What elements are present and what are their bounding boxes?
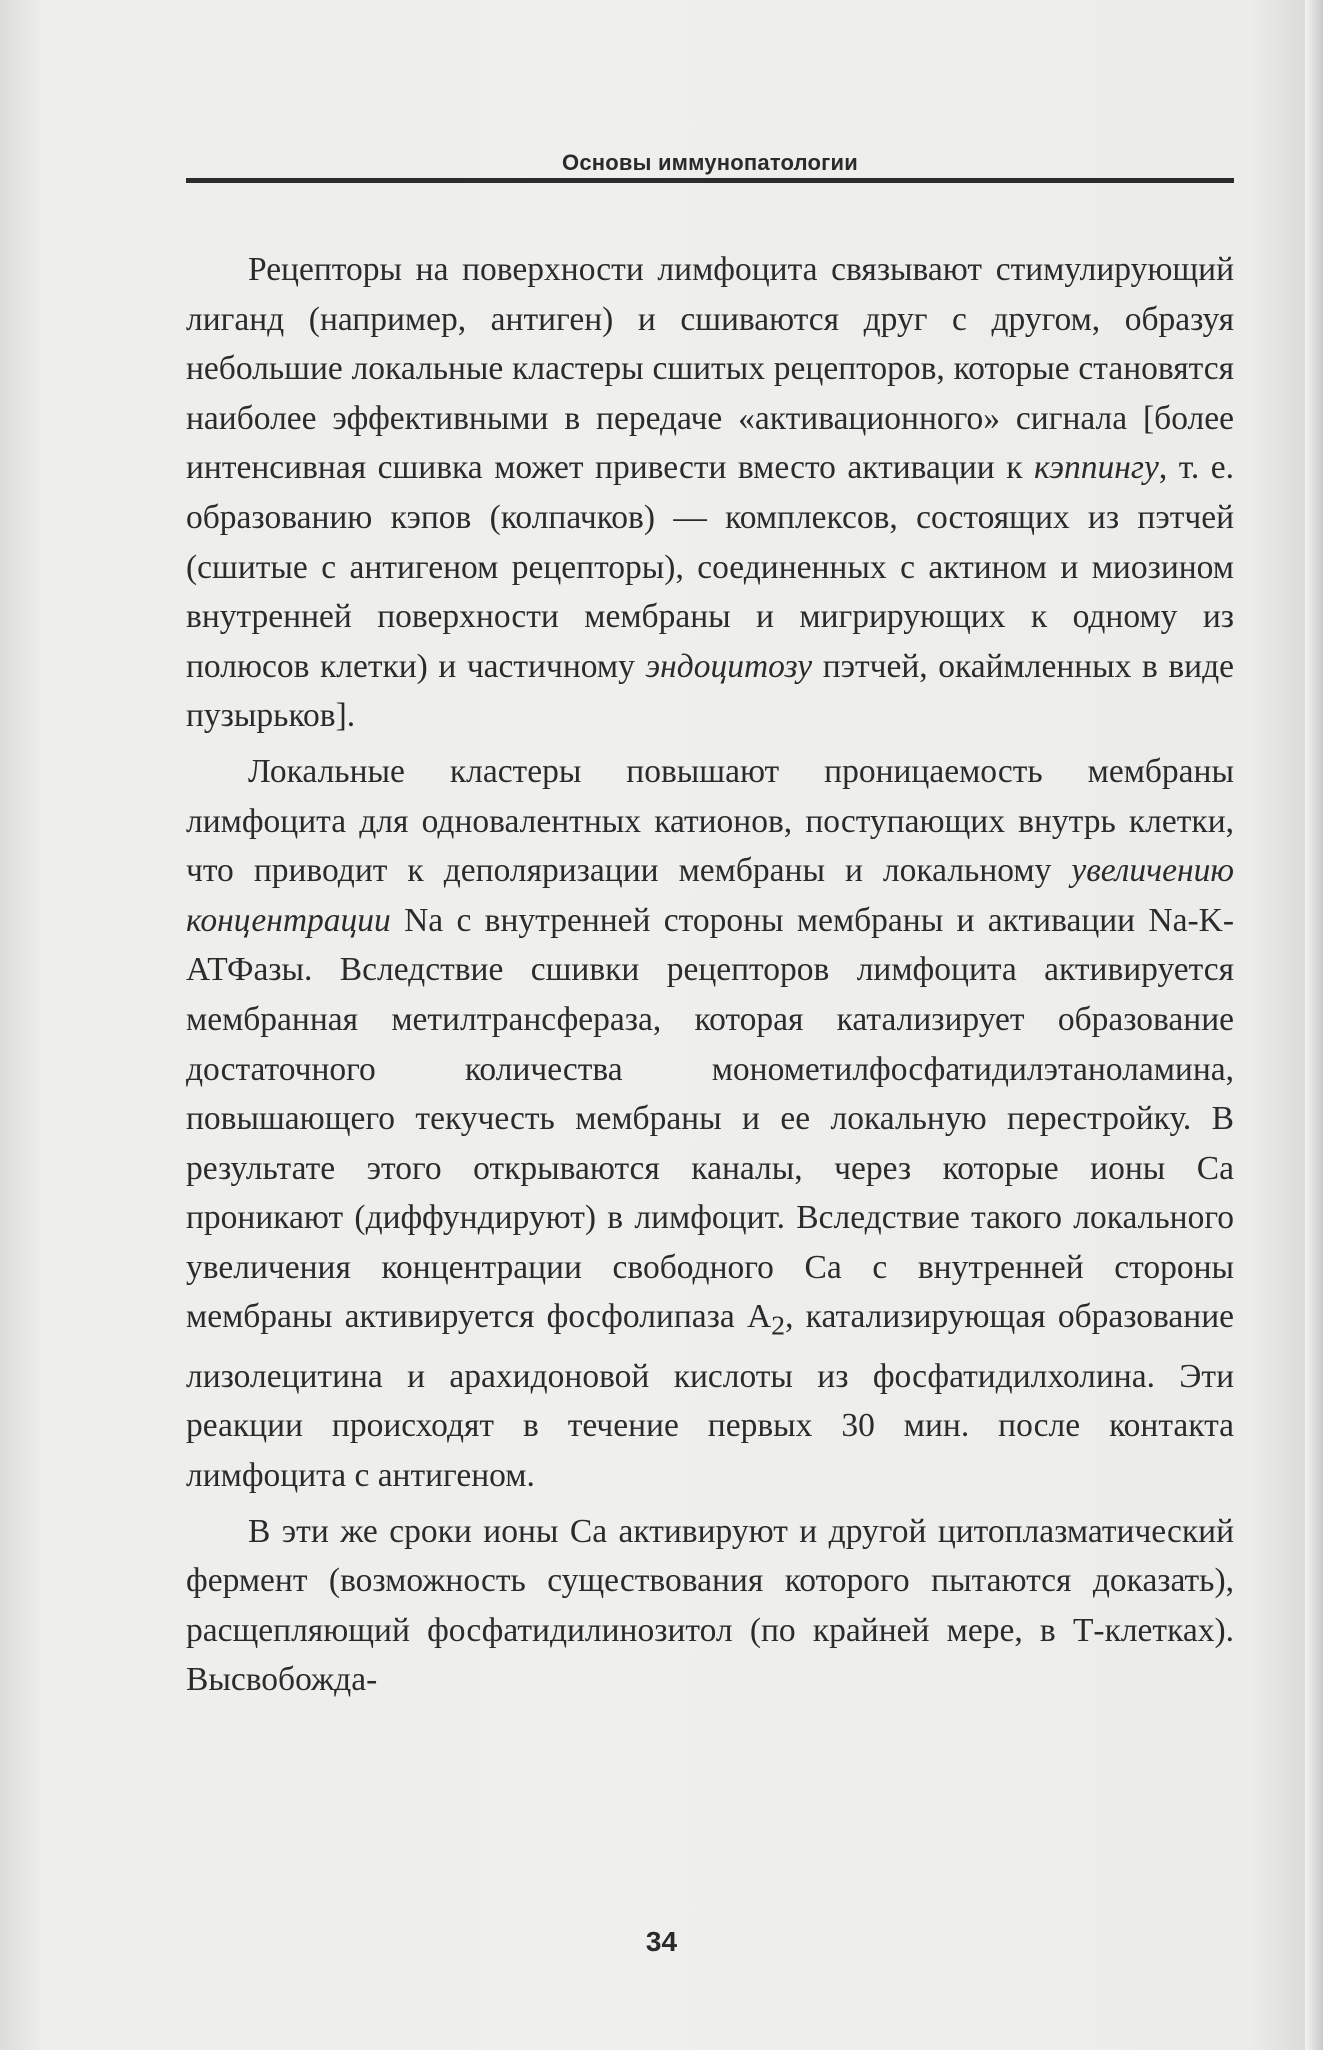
subscript: 2 [771, 1311, 786, 1343]
running-head [186, 148, 1234, 184]
text-span: , катализирующая образование лизолецитина и арахидоновой кислоты из фосфатидилхолина. Эти реакции происходят в течение первых 30 мин. после контакта лимфоцита с антигеном. [186, 1298, 1234, 1494]
paragraph [186, 747, 1234, 1501]
paragraph [186, 1507, 1234, 1705]
text-span: , т. е. образованию кэпов (колпачков) — комплексов, состоящих из пэтчей (сшитые с антигеном рецепторы), соединенных с актином и миозином внутренней поверхности мембраны и мигрирующих к одному из полюсов клетки) и частичному [186, 449, 1234, 685]
italic-term: увеличению концентрации [186, 852, 1234, 939]
page-edge-shadow [1305, 0, 1323, 2050]
italic-term: кэппингу [1034, 449, 1159, 487]
body-text [186, 245, 1234, 1711]
running-head-title: Основы иммунопатологии [562, 150, 858, 175]
text-span: пэтчей, окаймленных в виде пузырьков]. [186, 647, 1234, 735]
text-span: Локальные кластеры повышают проницаемость мембраны лимфоцита для одновалентных катионов, поступающих внутрь клетки, что приводит к деполяризации мембраны и локальному [186, 752, 1234, 890]
paragraph [186, 245, 1234, 741]
page-number: 34 [645, 1926, 678, 1957]
running-head-rule [186, 178, 1234, 183]
italic-term: эндоцитозу [645, 647, 813, 685]
text-span: В эти же сроки ионы Са активируют и другой цитоплазматический фермент (возможность существования которого пытаются доказать), расщепляющий фосфатидилинозитол (по крайней мере, в Т-клетках). Высвобожда- [186, 1512, 1234, 1699]
text-span: Рецепторы на поверхности лимфоцита связывают стимулирующий лиганд (например, антиген) и сшиваются друг с другом, образуя небольшие локальные кластеры сшитых рецепторов, которые становятся наиболее эффективными в передаче «активационного» сигнала [более интенсивная сшивка может привести вместо активации к [186, 251, 1234, 487]
text-span: Na с внутренней стороны мембраны и активации Na-K-АТФазы. Вследствие сшивки рецепторов лимфоцита активируется мембранная метилтрансфераза, которая катализирует образование достаточного количества монометилфосфатидилэтаноламина, повышающего текучесть мембраны и ее локальную перестройку. В результате этого открываются каналы, через которые ионы Са проникают (диффундируют) в лимфоцит. Вследствие такого локального увеличения концентрации свободного Са с внутренней стороны мембраны активируется фосфолипаза А [186, 901, 1234, 1336]
